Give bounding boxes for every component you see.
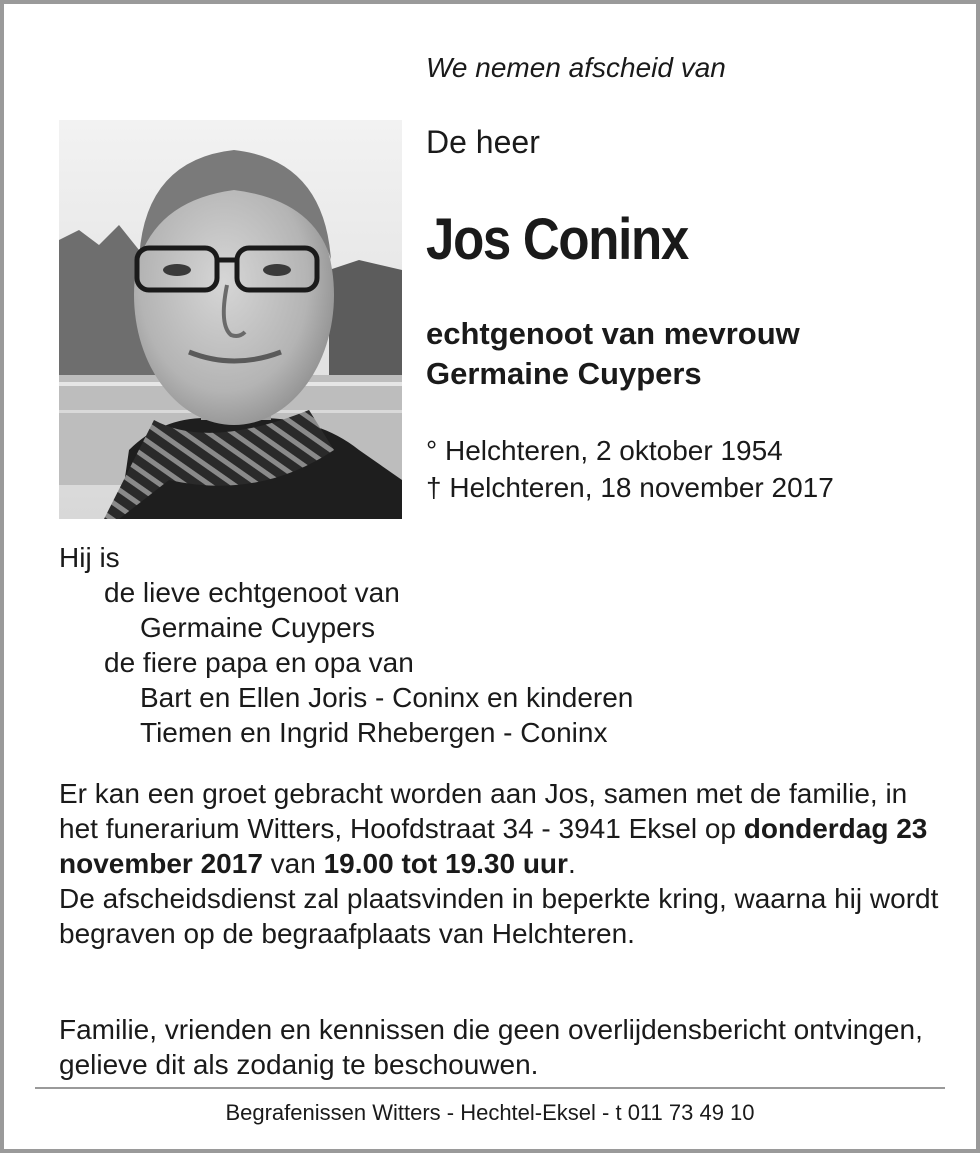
footer-divider	[35, 1087, 945, 1089]
honorific: De heer	[426, 124, 540, 160]
visitation-time: 19.00 tot 19.30 uur	[323, 848, 568, 879]
family-role-parent: de fiere papa en opa van	[104, 647, 414, 678]
visitation-text: Er kan een groet gebracht worden aan Jos, samen met de familie, in het funerarium Witters, Hoofdstraat 34 - 3941 Eksel op	[59, 778, 908, 844]
closing-paragraph: Familie, vrienden en kennissen die geen overlijdensbericht ontvingen, gelieve dit als zodanig te beschouwen.	[59, 1014, 923, 1080]
spouse-line-2: Germaine Cuypers	[426, 356, 702, 391]
visitation-text: van	[262, 848, 324, 879]
portrait-photo	[59, 120, 402, 519]
death-line: † Helchteren, 18 november 2017	[426, 472, 834, 503]
visitation-text: .	[567, 848, 576, 879]
family-name: Bart en Ellen Joris - Coninx en kinderen	[140, 682, 634, 713]
family-name: Germaine Cuypers	[140, 612, 375, 643]
visitation-date: donderdag 23 november 2017	[59, 813, 928, 879]
family-section	[59, 540, 633, 750]
spouse-line-1: echtgenoot van mevrouw	[426, 316, 800, 351]
birth-line: ° Helchteren, 2 oktober 1954	[426, 435, 783, 466]
spouse-block	[426, 314, 800, 394]
family-intro: Hij is	[59, 542, 120, 573]
family-role-spouse: de lieve echtgenoot van	[104, 577, 400, 608]
deceased-name: Jos Coninx	[426, 207, 688, 272]
service-text: De afscheidsdienst zal plaatsvinden in beperkte kring, waarna hij wordt begraven op de begraafplaats van Helchteren.	[59, 883, 939, 949]
footer-funeral-home: Begrafenissen Witters - Hechtel-Eksel - t 011 73 49 10	[225, 1100, 755, 1125]
dates-block	[426, 432, 834, 506]
intro-text: We nemen afscheid van	[426, 52, 726, 83]
family-name: Tiemen en Ingrid Rhebergen - Coninx	[140, 717, 608, 748]
visitation-paragraph	[59, 776, 939, 951]
